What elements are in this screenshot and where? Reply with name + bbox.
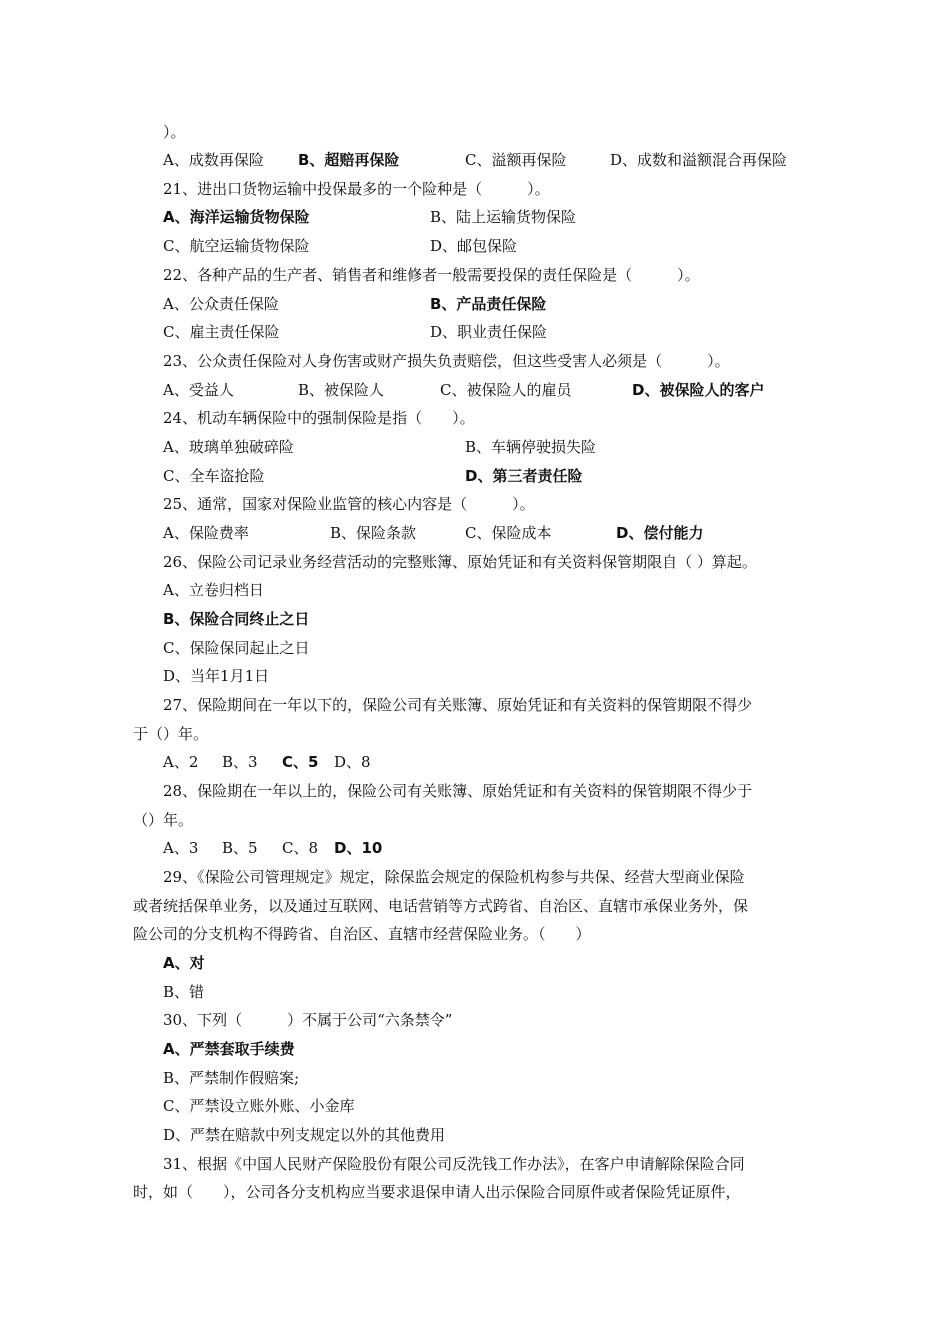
- text-line: （）年。: [133, 811, 194, 829]
- text-line: 25、通常，国家对保险业监管的核心内容是（ ）。: [163, 495, 535, 513]
- option-row: [163, 292, 830, 316]
- answer-option: B、产品责任保险: [430, 295, 547, 313]
- option: B、3: [222, 753, 258, 771]
- option: C、保险成本: [465, 524, 552, 542]
- option: B、保险条款: [330, 524, 417, 542]
- option: C、被保险人的雇员: [440, 381, 572, 399]
- answer-option: A、海洋运输货物保险: [163, 208, 310, 226]
- text-line: D、当年1月1日: [163, 667, 270, 685]
- option: D、职业责任保险: [430, 323, 548, 341]
- option: A、保险费率: [163, 524, 249, 542]
- option: C、溢额再保险: [465, 151, 567, 169]
- option: D、8: [334, 753, 371, 771]
- text-line: ）。: [163, 123, 186, 141]
- text-line: C、保险保同起止之日: [163, 639, 310, 657]
- option: B、车辆停驶损失险: [465, 438, 597, 456]
- option: A、3: [163, 839, 199, 857]
- text-line: 28、保险期在一年以上的，保险公司有关账簿、原始凭证和有关资料的保管期限不得少于: [163, 782, 753, 800]
- option: B、被保险人: [298, 381, 385, 399]
- option: C、航空运输货物保险: [163, 237, 310, 255]
- text-line: 时，如（ ），公司各分支机构应当要求退保申请人出示保险合同原件或者保险凭证原件，: [133, 1183, 741, 1201]
- text-line: 31、根据《中国人民财产保险股份有限公司反洗钱工作办法》，在客户申请解除保险合同: [163, 1155, 745, 1173]
- text-line: 30、下列（ ）不属于公司“六条禁令”: [163, 1011, 453, 1029]
- option: A、受益人: [163, 381, 234, 399]
- option: A、2: [163, 753, 199, 771]
- option: A、成数再保险: [163, 151, 264, 169]
- option: C、全车盗抢险: [163, 467, 265, 485]
- answer-option: D、第三者责任险: [465, 467, 583, 485]
- answer-option: C、5: [282, 753, 319, 771]
- option: A、公众责任保险: [163, 295, 279, 313]
- text-line: 27、保险期间在一年以下的，保险公司有关账簿、原始凭证和有关资料的保管期限不得少: [163, 696, 753, 714]
- option: B、陆上运输货物保险: [430, 208, 577, 226]
- option-row: [163, 205, 830, 229]
- text-line: 于（）年。: [133, 725, 209, 743]
- text-line: A、立卷归档日: [163, 581, 264, 599]
- option-row: [163, 378, 830, 402]
- text-line: 29、《保险公司管理规定》规定，除保监会规定的保险机构参与共保、经营大型商业保险: [163, 868, 745, 886]
- answer-option: B、超赔再保险: [298, 151, 400, 169]
- text-line: 险公司的分支机构不得跨省、自治区、直辖市经营保险业务。（ ）: [133, 925, 591, 943]
- option-row: [163, 435, 830, 459]
- option-row: [163, 148, 830, 172]
- text-line: 23、公众责任保险对人身伤害或财产损失负责赔偿，但这些受害人必须是（ ）。: [163, 352, 730, 370]
- text-line: 26、保险公司记录业务经营活动的完整账簿、原始凭证和有关资料保管期限自（ ）算起。: [163, 553, 757, 571]
- option-row: [163, 836, 830, 860]
- text-line: B、严禁制作假赔案;: [163, 1069, 300, 1087]
- option-row: [163, 464, 830, 488]
- option: A、玻璃单独破碎险: [163, 438, 294, 456]
- answer-option: D、偿付能力: [616, 524, 704, 542]
- text-line: C、严禁设立账外账、小金库: [163, 1097, 355, 1115]
- option: D、成数和溢额混合再保险: [610, 151, 788, 169]
- answer-line: B、保险合同终止之日: [163, 610, 310, 628]
- text-line: 24、机动车辆保险中的强制保险是指（ ）。: [163, 409, 475, 427]
- answer-option: D、10: [334, 839, 383, 857]
- text-line: 22、各种产品的生产者、销售者和维修者一般需要投保的责任保险是（ ）。: [163, 266, 700, 284]
- option-row: [163, 234, 830, 258]
- option-row: [163, 521, 830, 545]
- answer-line: A、对: [163, 954, 205, 972]
- option: B、5: [222, 839, 258, 857]
- text-line: B、错: [163, 983, 205, 1001]
- option: C、8: [282, 839, 319, 857]
- option-row: [163, 320, 830, 344]
- answer-line: A、严禁套取手续费: [163, 1040, 295, 1058]
- option-row: [163, 750, 830, 774]
- text-line: 21、进出口货物运输中投保最多的一个险种是（ ）。: [163, 180, 550, 198]
- option: D、邮包保险: [430, 237, 518, 255]
- text-line: 或者统括保单业务，以及通过互联网、电话营销等方式跨省、自治区、直辖市承保业务外，保: [133, 897, 749, 915]
- text-line: D、严禁在赔款中列支规定以外的其他费用: [163, 1126, 446, 1144]
- option: C、雇主责任保险: [163, 323, 280, 341]
- answer-option: D、被保险人的客户: [632, 381, 765, 399]
